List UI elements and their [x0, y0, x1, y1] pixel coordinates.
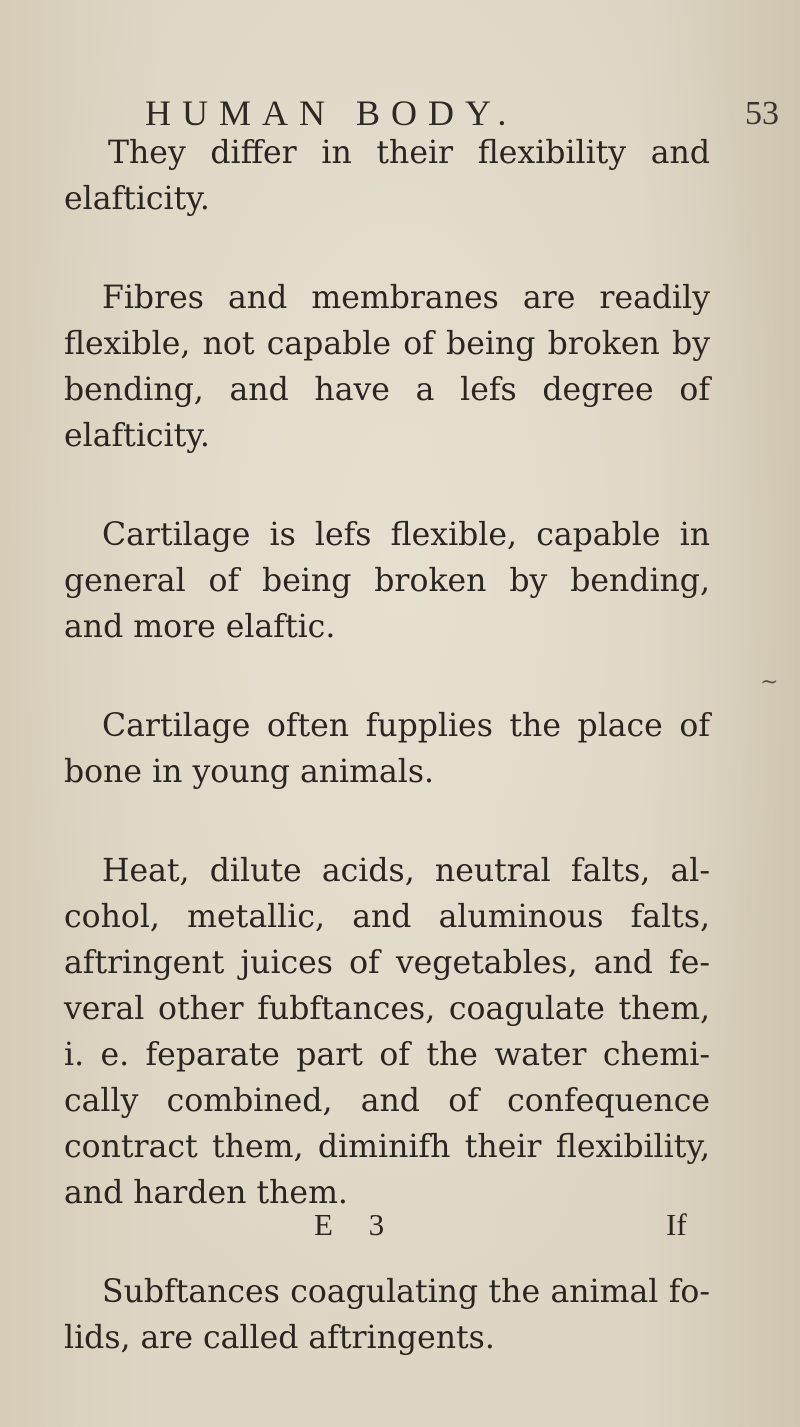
paragraph-6: Subftances coagulating the animal fo-lids, are called aftringents.: [64, 1274, 710, 1356]
running-head: HUMAN BODY.: [145, 93, 518, 133]
paragraph-3: Cartilage is lefs flexible, capable in general of being broken by bending, and more elaftic.: [64, 517, 710, 645]
page-number: 53: [745, 95, 779, 132]
margin-mark: ~: [760, 670, 779, 695]
paragraph-2: Fibres and membranes are readily flexible, not capable of being broken by bending, and have a lefs degree of elafticity.: [64, 280, 710, 454]
paragraph-1: They differ in their flexibility and elafticity.: [64, 135, 710, 217]
catchword: If: [666, 1207, 687, 1242]
paragraph-5: Heat, dilute acids, neutral falts, al-cohol, metallic, and aluminous falts, aftringent juices of vegetables, and fe-veral other fubftances, coagulate them, i. e. feparate part of the water chemi-cally combined, and of confequence contract them, diminifh their flexibility, and harden them.: [64, 853, 710, 1211]
signature-mark: E 3: [314, 1207, 399, 1242]
paragraph-4: Cartilage often fupplies the place of bone in young animals.: [64, 708, 710, 790]
catchline: [0, 1207, 800, 1257]
